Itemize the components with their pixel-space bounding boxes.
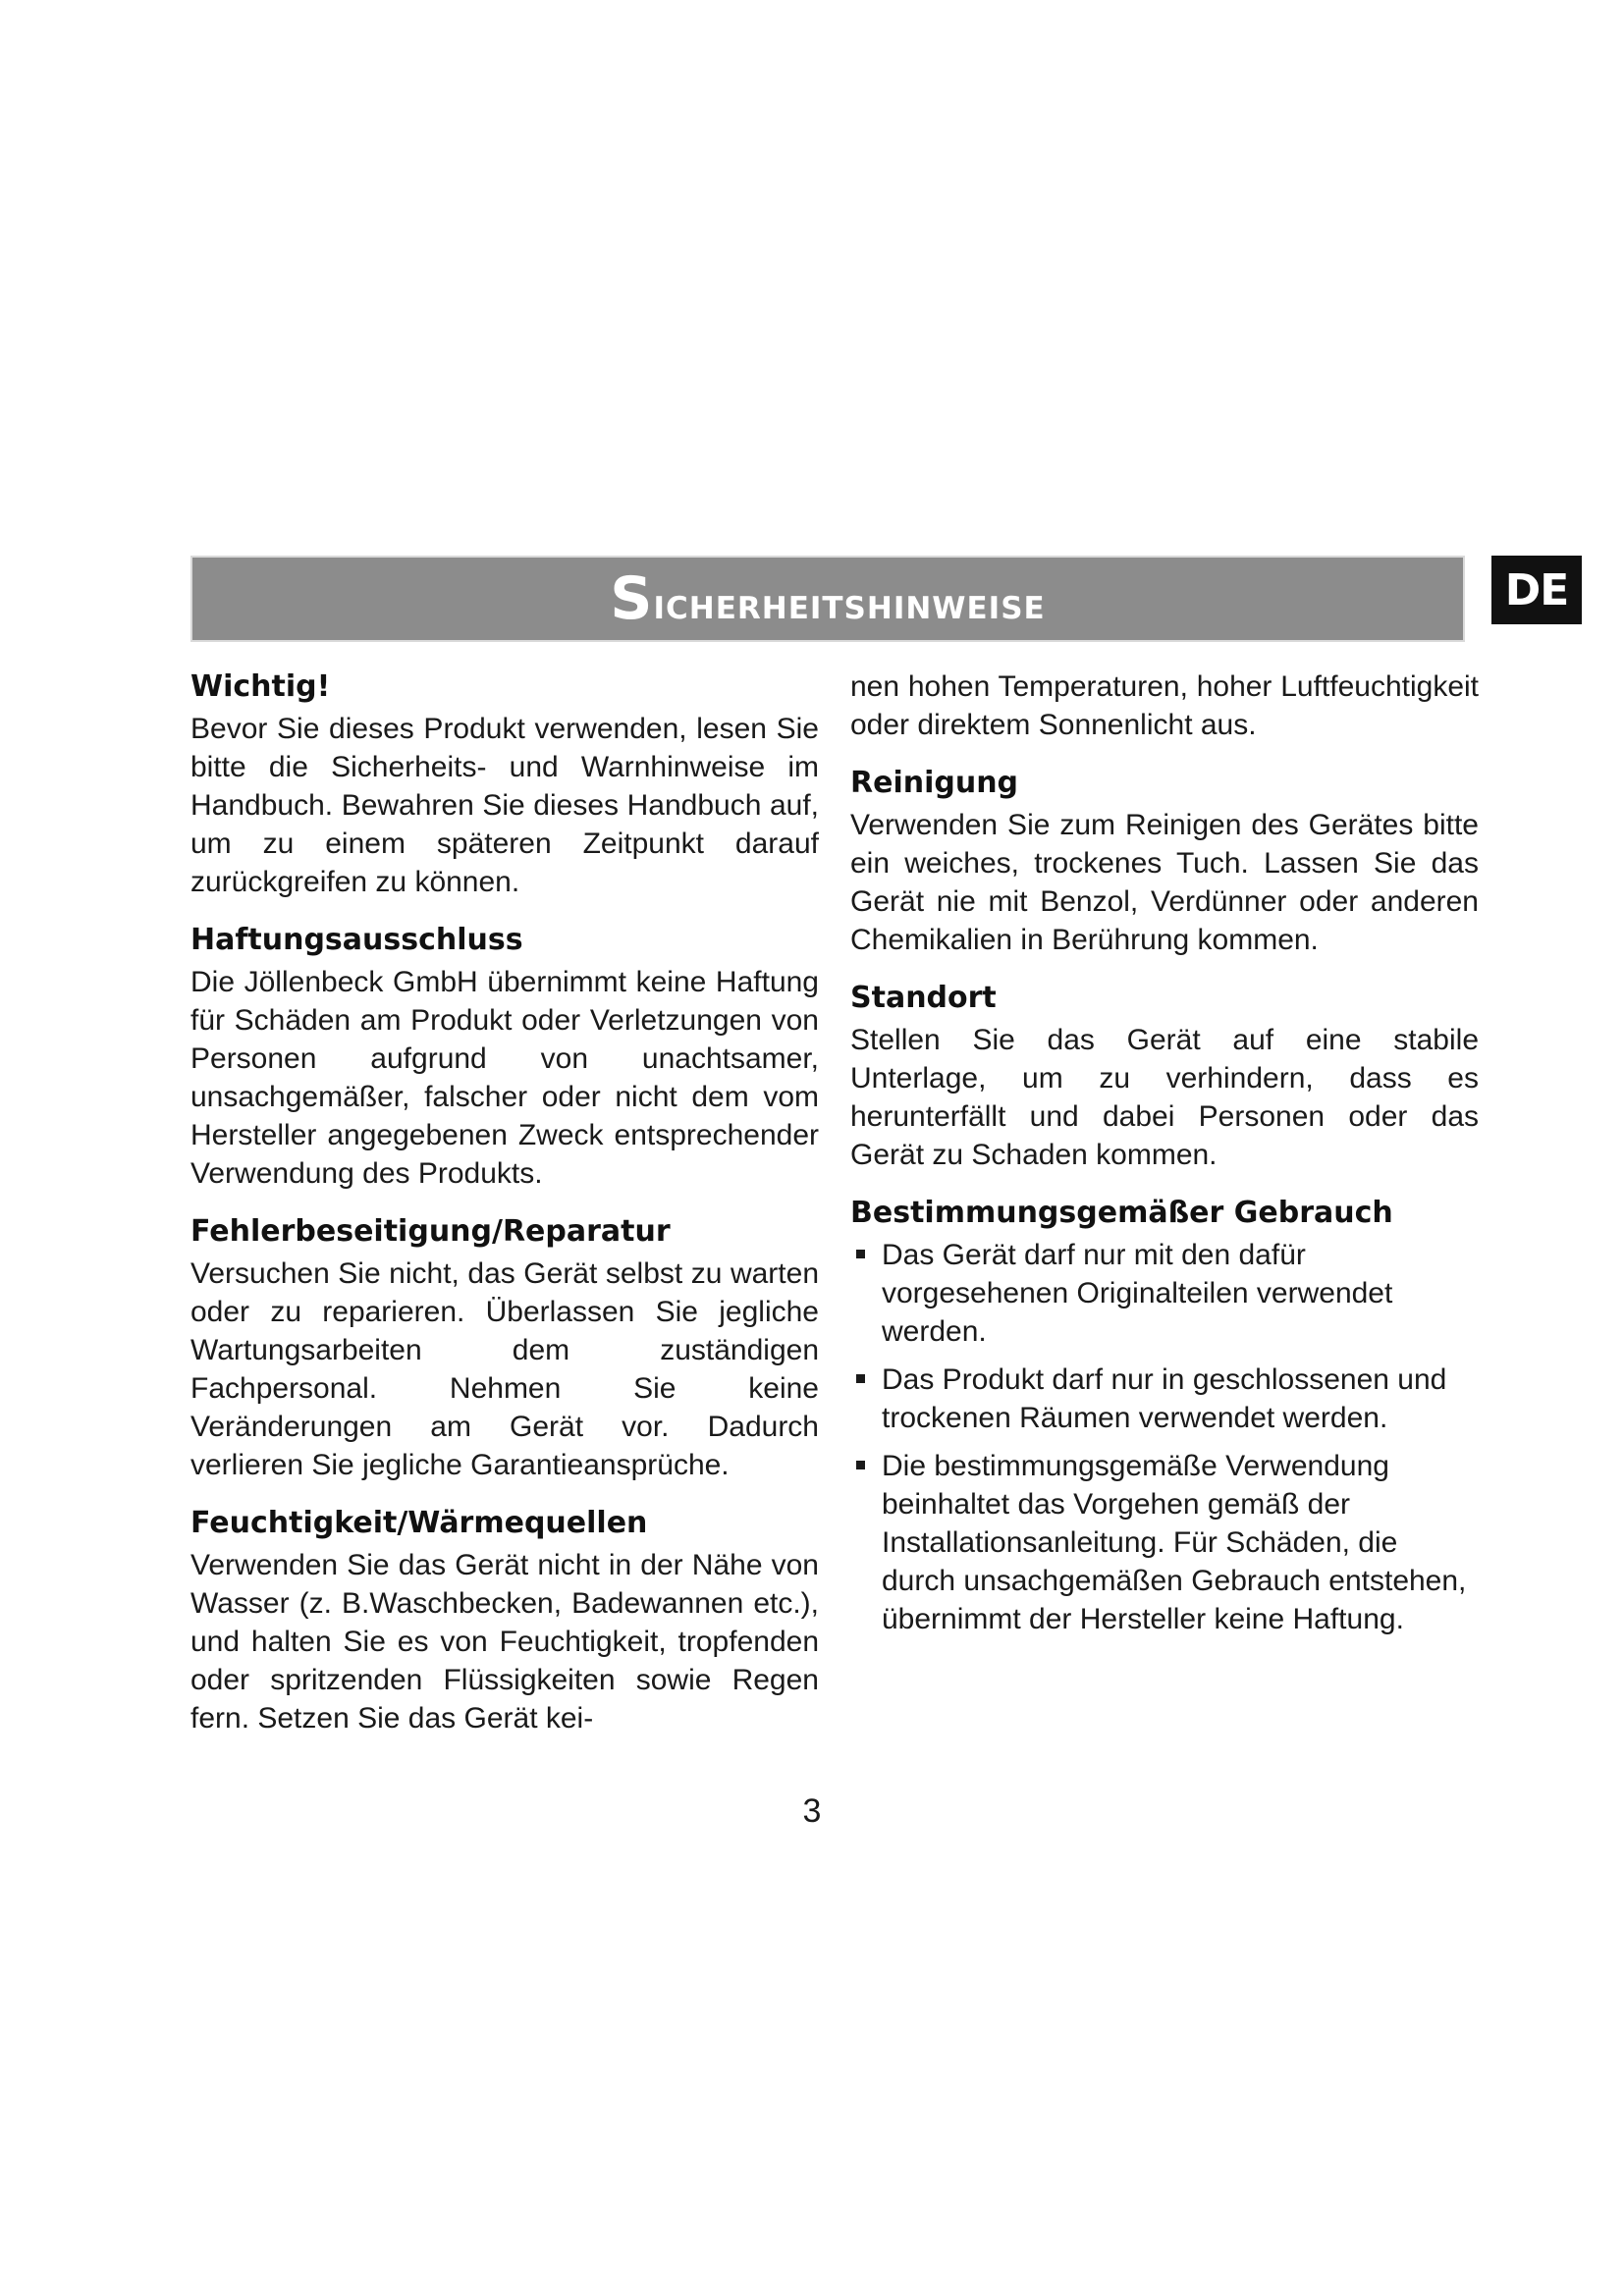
section-location <box>850 979 1479 1174</box>
list-item-text: Das Produkt darf nur in geschlossenen und trockenen Räumen verwendet werden. <box>882 1363 1447 1434</box>
section-heading: Fehlerbeseitigung/Reparatur <box>190 1214 671 1249</box>
section-text: Verwenden Sie zum Reinigen des Gerätes bitte ein weiches, trockenes Tuch. Lassen Sie das Gerät nie mit Benzol, Verdünner oder anderen Chemikalien in Berührung kommen. <box>850 809 1479 956</box>
section-heading: Wichtig! <box>190 669 331 704</box>
section-important <box>190 667 819 901</box>
section-intended-use <box>850 1194 1479 1638</box>
section-text: Die Jöllenbeck GmbH übernimmt keine Haftung für Schäden am Produkt oder Verletzungen von Personen aufgrund von unachtsamer, unsachgemäßer, falscher oder nicht dem vom Hersteller angegebenen Zweck entsprechender Verwendung des Produkts. <box>190 966 819 1190</box>
section-repair <box>190 1212 819 1484</box>
section-text: Stellen Sie das Gerät auf eine stabile Unterlage, um zu verhindern, dass es herunterfällt und dabei Personen oder das Gerät zu Schaden kommen. <box>850 1024 1479 1171</box>
section-title-rest: icherheitshinweise <box>653 579 1046 629</box>
section-heading: Reinigung <box>850 766 1019 800</box>
list-item <box>850 1236 1479 1351</box>
section-text: Versuchen Sie nicht, das Gerät selbst zu warten oder zu reparieren. Überlassen Sie jegliche Wartungsarbeiten dem zuständigen Fachpersonal. Nehmen Sie keine Veränderungen am Gerät vor. Dadurch verlieren Sie jegliche Garantieansprüche. <box>190 1257 819 1481</box>
bullet-icon <box>856 1374 865 1383</box>
language-tab: DE <box>1491 556 1582 624</box>
section-moisture <box>190 1504 819 1737</box>
list-item-text: Das Gerät darf nur mit den dafür vorgesehenen Originalteilen verwendet werden. <box>882 1239 1393 1348</box>
section-title <box>610 564 1045 633</box>
section-heading: Feuchtigkeit/Wärmequellen <box>190 1506 648 1540</box>
list-item <box>850 1447 1479 1638</box>
bullet-list <box>850 1236 1479 1638</box>
left-column <box>190 667 819 1737</box>
bullet-icon <box>856 1461 865 1469</box>
section-text: Verwenden Sie das Gerät nicht in der Nähe von Wasser (z. B.Waschbecken, Badewannen etc.), und halten Sie es von Feuchtigkeit, tropfenden oder spritzenden Flüssigkeiten sowie Regen fern. Setzen Sie das Gerät kei- <box>190 1549 819 1735</box>
section-text: Bevor Sie dieses Produkt verwenden, lesen Sie bitte die Sicherheits- und Warnhinweise im Handbuch. Bewahren Sie dieses Handbuch auf, um zu einem späteren Zeitpunkt darauf zurückgreifen zu können. <box>190 713 819 898</box>
section-cleaning <box>850 764 1479 959</box>
list-item <box>850 1361 1479 1437</box>
section-title-initial: S <box>610 564 654 633</box>
section-liability <box>190 921 819 1193</box>
right-column <box>850 667 1479 1648</box>
bullet-icon <box>856 1250 865 1258</box>
section-heading: Bestimmungsgemäßer Gebrauch <box>850 1196 1393 1230</box>
continuation-text: nen hohen Temperaturen, hoher Luftfeuchtigkeit oder direktem Sonnenlicht aus. <box>850 670 1479 741</box>
list-item-text: Die bestimmungsgemäße Verwendung beinhaltet das Vorgehen gemäß der Installationsanleitung. Für Schäden, die durch unsachgemäßen Gebrauch entstehen, übernimmt der Hersteller keine Haftung. <box>882 1450 1467 1635</box>
section-title-bar <box>190 556 1465 642</box>
page-number: 3 <box>802 1792 822 1830</box>
section-heading: Haftungsausschluss <box>190 923 523 957</box>
section-heading: Standort <box>850 981 997 1015</box>
